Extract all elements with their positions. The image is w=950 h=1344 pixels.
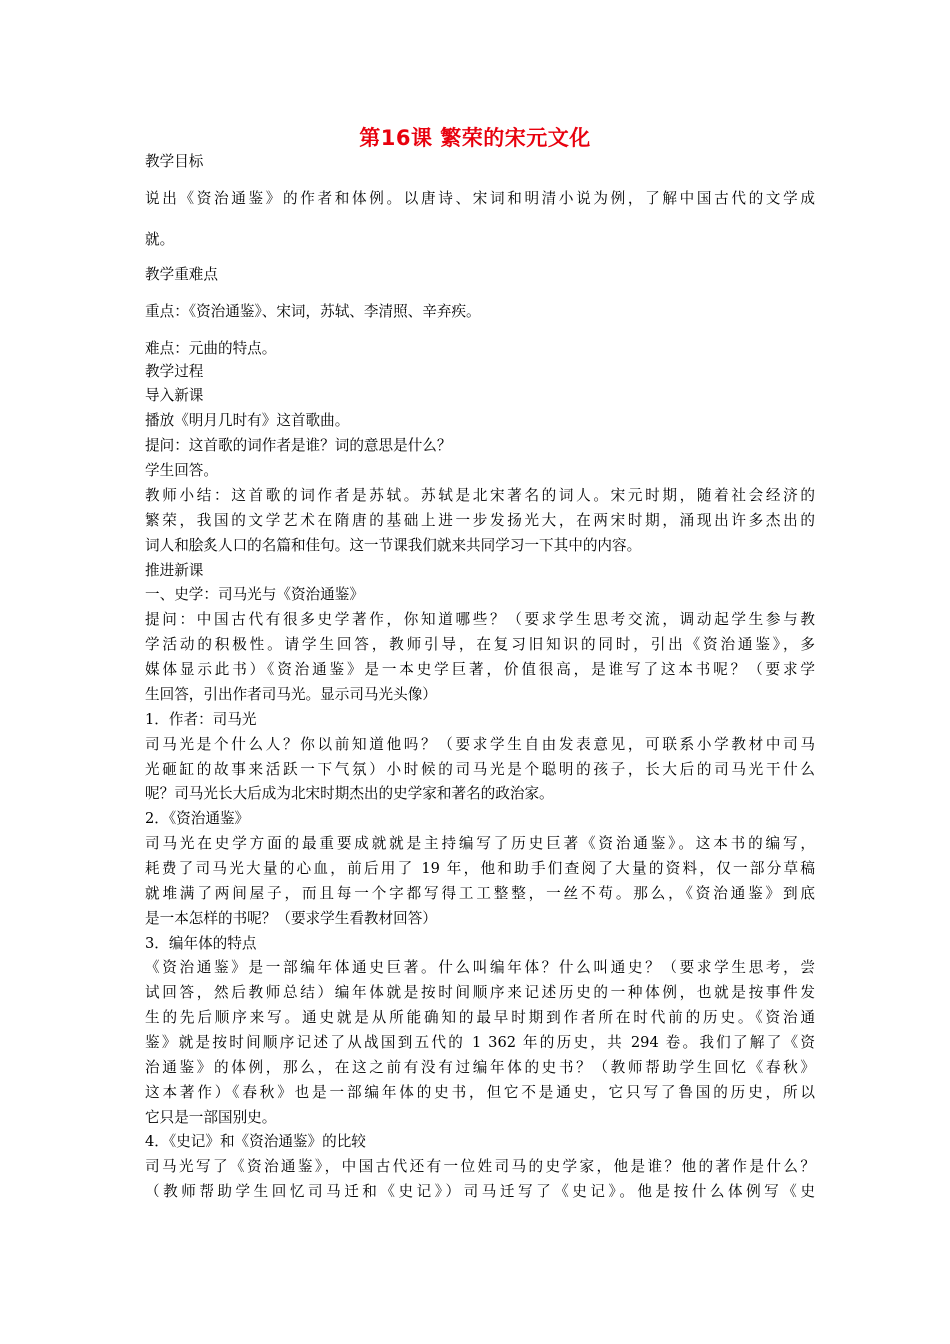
text-line: 司马光是个什么人？你以前知道他吗？（要求学生自由发表意见，可联系小学教材中司马 — [145, 736, 815, 753]
text-line: （教师帮助学生回忆司马迁和《史记》）司马迁写了《史记》。他是按什么体例写《史 — [145, 1183, 815, 1200]
text-line: 难点：元曲的特点。 — [145, 340, 277, 357]
text-line: 播放《明月几时有》这首歌曲。 — [145, 412, 350, 429]
text-line: 司马光写了《资治通鉴》，中国古代还有一位姓司马的史学家，他是谁？他的著作是什么？ — [145, 1158, 815, 1175]
text-line: 说出《资治通鉴》的作者和体例。以唐诗、宋词和明清小说为例，了解中国古代的文学成 — [145, 190, 815, 207]
text-line: 《资治通鉴》是一部编年体通史巨著。什么叫编年体？什么叫通史？（要求学生思考，尝 — [145, 959, 815, 976]
text-line: 推进新课 — [145, 562, 204, 579]
text-line: 光砸缸的故事来活跃一下气氛）小时候的司马光是个聪明的孩子，长大后的司马光干什么 — [145, 761, 815, 778]
text-line: 重点：《资治通鉴》、宋词，苏轼、李清照、辛弃疾。 — [145, 303, 481, 320]
text-line: 生的先后顺序来写。通史就是从所能确知的最早时期到作者所在时代前的历史。《资治通 — [145, 1009, 815, 1026]
text-line: 耗费了司马光大量的心血，前后用了 19 年，他和助手们查阅了大量的资料，仅一部分草稿 — [145, 860, 815, 877]
text-line: 词人和脍炙人口的名篇和佳句。这一节课我们就来共同学习一下其中的内容。 — [145, 537, 642, 554]
text-line: 媒体显示此书）《资治通鉴》是一本史学巨著，价值很高，是谁写了这本书呢？（要求学 — [145, 661, 815, 678]
text-line: 试回答，然后教师总结）编年体就是按时间顺序来记述历史的一种体例，也就是按事件发 — [145, 984, 815, 1001]
text-line: 教学过程 — [145, 363, 204, 380]
text-line: 它只是一部国别史。 — [145, 1109, 277, 1126]
text-line: 提问：这首歌的词作者是谁？词的意思是什么？ — [145, 437, 452, 454]
text-line: 教师小结：这首歌的词作者是苏轼。苏轼是北宋著名的词人。宋元时期，随着社会经济的 — [145, 487, 815, 504]
text-line: 教学目标 — [145, 153, 204, 170]
text-line: 导入新课 — [145, 387, 204, 404]
text-line: 司马光在史学方面的最重要成就就是主持编写了历史巨著《资治通鉴》。这本书的编写， — [145, 835, 815, 852]
text-line: 4．《史记》和《资治通鉴》的比较 — [145, 1133, 366, 1150]
text-line: 就。 — [145, 231, 175, 248]
page-title: 第16课 繁荣的宋元文化 — [359, 126, 591, 150]
text-line: 繁荣，我国的文学艺术在隋唐的基础上进一步发扬光大，在两宋时期，涌现出许多杰出的 — [145, 512, 815, 529]
text-line: 2．《资治通鉴》 — [145, 810, 250, 827]
text-line: 一、史学：司马光与《资治通鉴》 — [145, 586, 364, 603]
text-line: 提问：中国古代有很多史学著作，你知道哪些？（要求学生思考交流，调动起学生参与教 — [145, 611, 815, 628]
text-line: 这本著作）《春秋》也是一部编年体的史书，但它不是通史，它只写了鲁国的历史，所以 — [145, 1084, 815, 1101]
text-line: 鉴》就是按时间顺序记述了从战国到五代的 1 362 年的历史，共 294 卷。我们了解了《资 — [145, 1034, 815, 1051]
text-line: 学活动的积极性。请学生回答，教师引导，在复习旧知识的同时，引出《资治通鉴》，多 — [145, 636, 815, 653]
text-line: 治通鉴》的体例，那么，在这之前有没有过编年体的史书？（教师帮助学生回忆《春秋》 — [145, 1059, 815, 1076]
text-line: 就堆满了两间屋子，而且每一个字都写得工工整整，一丝不苟。那么，《资治通鉴》到底 — [145, 885, 815, 902]
text-line: 是一本怎样的书呢？（要求学生看教材回答） — [145, 910, 437, 927]
text-line: 生回答，引出作者司马光。显示司马光头像） — [145, 686, 437, 703]
text-line: 呢？司马光长大后成为北宋时期杰出的史学家和著名的政治家。 — [145, 785, 554, 802]
text-line: 学生回答。 — [145, 462, 218, 479]
text-line: 1．作者：司马光 — [145, 711, 257, 728]
text-line: 3．编年体的特点 — [145, 935, 257, 952]
text-line: 教学重难点 — [145, 266, 218, 283]
